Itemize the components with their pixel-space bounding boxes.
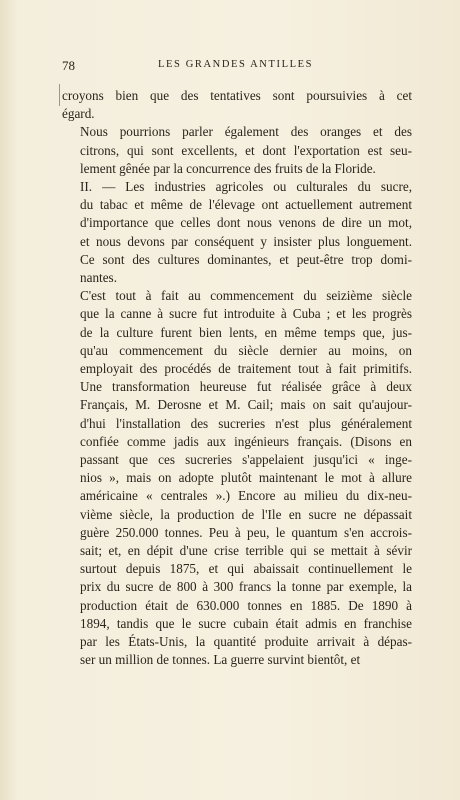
text-line: ser un million de tonnes. La guerre survint bientôt, et [80, 652, 361, 668]
text-line: Une transformation heureuse fut réalisée grâce à deux [80, 379, 412, 395]
text-line: Ce sont des cultures dominantes, et peut-être trop domi- [80, 251, 412, 267]
text-line: production était de 630.000 tonnes en 1885. De 1890 à [80, 597, 412, 613]
running-head: LES GRANDES ANTILLES [158, 59, 314, 70]
text-line: prix du sucre de 800 à 300 francs la tonne par exemple, la [80, 579, 412, 595]
text-line: 1894, tandis que le sucre cubain était admis en franchise [80, 615, 412, 631]
text-line: d'importance que celles dont nous venons de dire un mot, [80, 215, 412, 231]
text-line: et nous devons par conséquent y insister plus longuement. [80, 233, 412, 249]
text-line: surtout depuis 1875, et qui abaissait continuellement le [80, 561, 412, 577]
text-line: qu'au commencement du siècle dernier au moins, on [80, 342, 412, 358]
text-line: employait des procédés de traitement tout à fait primitifs. [80, 361, 412, 377]
text-line: américaine « centrales ».) Encore au milieu du dix-neu- [80, 488, 412, 504]
text-line: C'est tout à fait au commencement du seizième siècle [80, 288, 412, 304]
text-line: nantes. [80, 270, 117, 286]
text-line: Nous pourrions parler également des oranges et des [80, 124, 412, 140]
paragraph [62, 178, 412, 287]
paragraph [62, 123, 412, 178]
page-number: 78 [62, 58, 75, 73]
text-line: croyons bien que des tentatives sont poursuivies à cet [62, 88, 412, 103]
paragraph [62, 287, 412, 669]
page-header [62, 58, 412, 76]
text-line: citrons, qui sont excellents, et dont l'exportation est seu- [80, 142, 412, 158]
text-line: égard. [62, 106, 95, 122]
text-line: que la canne à sucre fut introduite à Cuba ; et les progrès [80, 306, 412, 322]
text-line: nios », mais on adopte plutôt maintenant le mot à allure [80, 470, 412, 486]
margin-mark [59, 84, 60, 106]
text-line: lement gênée par la concurrence des fruits de la Floride. [80, 160, 376, 176]
text-line: guère 250.000 tonnes. Peu à peu, le quantum s'en accrois- [80, 524, 412, 540]
text-line: par les États-Unis, la quantité produite arrivait à dépas- [80, 634, 412, 650]
text-line: d'hui l'installation des sucreries n'est plus généralement [80, 415, 412, 431]
text-line: de la culture furent bien lents, en même temps que, jus- [80, 324, 412, 340]
text-line: passant que ces sucreries s'appelaient jusqu'ici « inge- [80, 452, 412, 468]
text-line: vième siècle, la production de l'Ile en sucre ne dépassait [80, 506, 412, 522]
text-line: sait; et, en dépit d'une crise terrible qui se mettait à sévir [80, 543, 412, 559]
text-line: II. — Les industries agricoles ou culturales du sucre, [80, 179, 412, 195]
text-line: Français, M. Derosne et M. Cail; mais on sait qu'aujour- [80, 397, 412, 413]
body-text [62, 87, 412, 670]
paragraph [62, 87, 412, 123]
text-line: confiée comme jadis aux ingénieurs français. (Disons en [80, 433, 412, 449]
text-line: du tabac et même de l'élevage ont actuellement autrement [80, 197, 412, 213]
